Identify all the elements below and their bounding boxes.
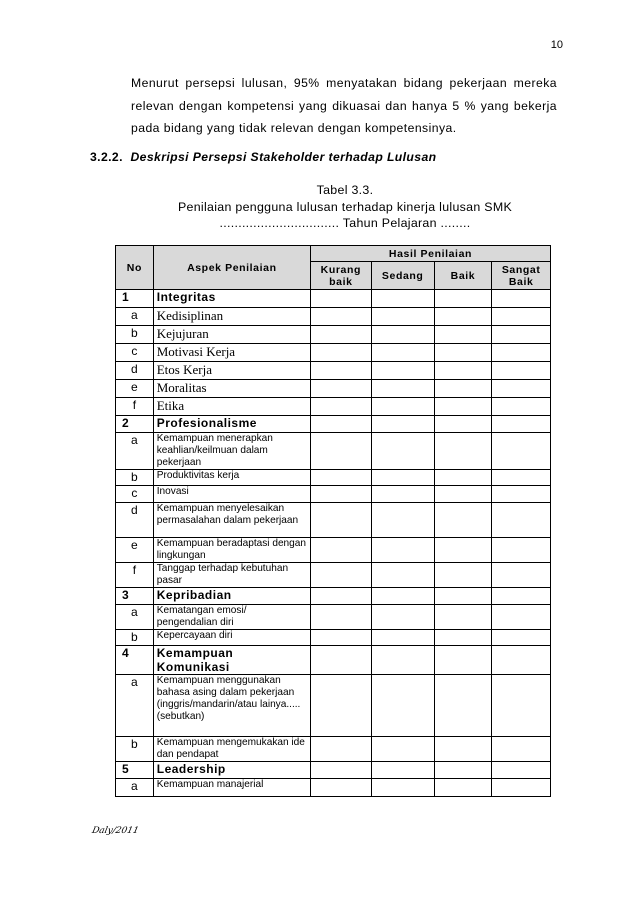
rating-cell-kurang-baik[interactable] xyxy=(310,398,371,416)
table-row xyxy=(116,563,551,588)
rating-cell-kurang-baik[interactable] xyxy=(310,486,371,503)
row-number: b xyxy=(116,737,154,762)
rating-cell-kurang-baik[interactable] xyxy=(310,630,371,646)
table-row xyxy=(116,762,551,779)
rating-cell-baik[interactable] xyxy=(434,290,492,308)
rating-cell-sedang[interactable] xyxy=(371,380,434,398)
rating-cell-baik[interactable] xyxy=(434,737,492,762)
rating-cell-sangat-baik[interactable] xyxy=(492,762,551,779)
table-row xyxy=(116,605,551,630)
rating-cell-sedang[interactable] xyxy=(371,433,434,470)
rating-cell-sedang[interactable] xyxy=(371,762,434,779)
table-row xyxy=(116,308,551,326)
rating-cell-baik[interactable] xyxy=(434,762,492,779)
rating-cell-baik[interactable] xyxy=(434,563,492,588)
rating-cell-sangat-baik[interactable] xyxy=(492,503,551,538)
rating-cell-sedang[interactable] xyxy=(371,737,434,762)
row-number: 5 xyxy=(116,762,154,779)
rating-cell-baik[interactable] xyxy=(434,503,492,538)
row-aspect: Kematangan emosi/ pengendalian diri xyxy=(153,605,310,630)
table-row xyxy=(116,416,551,433)
row-number: b xyxy=(116,470,154,486)
rating-cell-baik[interactable] xyxy=(434,486,492,503)
rating-cell-baik[interactable] xyxy=(434,470,492,486)
table-row xyxy=(116,503,551,538)
row-number: f xyxy=(116,563,154,588)
row-number: 4 xyxy=(116,646,154,675)
table-row xyxy=(116,433,551,470)
rating-cell-sangat-baik[interactable] xyxy=(492,433,551,470)
row-aspect: Kemampuan manajerial xyxy=(153,779,310,797)
header-sedang: Sedang xyxy=(371,262,434,290)
row-aspect: Etika xyxy=(153,398,310,416)
section-heading xyxy=(90,150,436,164)
rating-cell-kurang-baik[interactable] xyxy=(310,433,371,470)
rating-cell-kurang-baik[interactable] xyxy=(310,362,371,380)
row-aspect: Kemampuan menyelesaikan permasalahan dalam pekerjaan xyxy=(153,503,310,538)
rating-cell-baik[interactable] xyxy=(434,398,492,416)
rating-cell-sedang[interactable] xyxy=(371,779,434,797)
rating-cell-sedang[interactable] xyxy=(371,538,434,563)
rating-cell-sangat-baik[interactable] xyxy=(492,630,551,646)
header-baik: Baik xyxy=(434,262,492,290)
rating-cell-kurang-baik[interactable] xyxy=(310,563,371,588)
rating-cell-baik[interactable] xyxy=(434,779,492,797)
row-number: a xyxy=(116,605,154,630)
row-number: d xyxy=(116,503,154,538)
table-row xyxy=(116,646,551,675)
row-aspect: Integritas xyxy=(153,290,310,308)
row-aspect: Profesionalisme xyxy=(153,416,310,433)
assessment-table xyxy=(115,245,551,797)
rating-cell-kurang-baik[interactable] xyxy=(310,326,371,344)
rating-cell-sedang[interactable] xyxy=(371,470,434,486)
row-number: b xyxy=(116,630,154,646)
header-kurang-baik: Kurang baik xyxy=(310,262,371,290)
rating-cell-sangat-baik[interactable] xyxy=(492,563,551,588)
row-number: 2 xyxy=(116,416,154,433)
rating-cell-sedang[interactable] xyxy=(371,503,434,538)
table-row xyxy=(116,380,551,398)
row-aspect: Produktivitas kerja xyxy=(153,470,310,486)
rating-cell-sedang[interactable] xyxy=(371,646,434,675)
table-row xyxy=(116,630,551,646)
row-aspect: Tanggap terhadap kebutuhan pasar xyxy=(153,563,310,588)
rating-cell-sangat-baik[interactable] xyxy=(492,398,551,416)
rating-cell-baik[interactable] xyxy=(434,362,492,380)
rating-cell-sangat-baik[interactable] xyxy=(492,416,551,433)
table-row xyxy=(116,675,551,737)
row-number: 3 xyxy=(116,588,154,605)
rating-cell-sangat-baik[interactable] xyxy=(492,344,551,362)
row-aspect: Leadership xyxy=(153,762,310,779)
row-aspect: Kejujuran xyxy=(153,326,310,344)
table-caption-label: Tabel 3.3. xyxy=(316,183,374,197)
table-header xyxy=(116,246,551,290)
rating-cell-kurang-baik[interactable] xyxy=(310,503,371,538)
rating-cell-kurang-baik[interactable] xyxy=(310,538,371,563)
row-number: b xyxy=(116,326,154,344)
rating-cell-sangat-baik[interactable] xyxy=(492,470,551,486)
rating-cell-sangat-baik[interactable] xyxy=(492,588,551,605)
table-row xyxy=(116,344,551,362)
header-sangat-baik: Sangat Baik xyxy=(492,262,551,290)
intro-paragraph: Menurut persepsi lulusan, 95% menyatakan bidang pekerjaan mereka relevan dengan kompetensi yang dikuasai dan hanya 5 % yang bekerja pada bidang yang tidak relevan dengan kompetensinya. xyxy=(131,76,557,135)
rating-cell-baik[interactable] xyxy=(434,380,492,398)
header-hasil: Hasil Penilaian xyxy=(310,246,550,262)
rating-cell-sedang[interactable] xyxy=(371,326,434,344)
rating-cell-sangat-baik[interactable] xyxy=(492,362,551,380)
row-aspect: Kemampuan menggunakan bahasa asing dalam pekerjaan (inggris/mandarin/atau lainya.....(sebutkan) xyxy=(153,675,310,737)
rating-cell-baik[interactable] xyxy=(434,416,492,433)
rating-cell-kurang-baik[interactable] xyxy=(310,737,371,762)
table-caption-line1: Penilaian pengguna lulusan terhadap kinerja lulusan SMK xyxy=(177,200,513,214)
row-aspect: Kemampuan mengemukakan ide dan pendapat xyxy=(153,737,310,762)
rating-cell-kurang-baik[interactable] xyxy=(310,416,371,433)
rating-cell-sedang[interactable] xyxy=(371,605,434,630)
rating-cell-sedang[interactable] xyxy=(371,416,434,433)
rating-cell-kurang-baik[interactable] xyxy=(310,470,371,486)
table-row xyxy=(116,470,551,486)
row-number: e xyxy=(116,380,154,398)
row-number: a xyxy=(116,433,154,470)
rating-cell-kurang-baik[interactable] xyxy=(310,779,371,797)
rating-cell-kurang-baik[interactable] xyxy=(310,380,371,398)
rating-cell-sangat-baik[interactable] xyxy=(492,290,551,308)
rating-cell-sedang[interactable] xyxy=(371,362,434,380)
rating-cell-sedang[interactable] xyxy=(371,486,434,503)
table-row xyxy=(116,779,551,797)
rating-cell-baik[interactable] xyxy=(434,675,492,737)
page-number: 10 xyxy=(550,39,563,51)
row-number: c xyxy=(116,486,154,503)
rating-cell-sedang[interactable] xyxy=(371,675,434,737)
rating-cell-kurang-baik[interactable] xyxy=(310,605,371,630)
row-number: e xyxy=(116,538,154,563)
rating-cell-sangat-baik[interactable] xyxy=(492,326,551,344)
rating-cell-sangat-baik[interactable] xyxy=(492,646,551,675)
rating-cell-sangat-baik[interactable] xyxy=(492,380,551,398)
rating-cell-sangat-baik[interactable] xyxy=(492,308,551,326)
rating-cell-sangat-baik[interactable] xyxy=(492,538,551,563)
row-aspect: Kemampuan Komunikasi xyxy=(153,646,310,675)
rating-cell-kurang-baik[interactable] xyxy=(310,588,371,605)
row-number: 1 xyxy=(116,290,154,308)
table-caption-line2: ................................ Tahun Pelajaran ........ xyxy=(219,216,471,230)
rating-cell-sedang[interactable] xyxy=(371,308,434,326)
rating-cell-sedang[interactable] xyxy=(371,344,434,362)
rating-cell-sedang[interactable] xyxy=(371,563,434,588)
rating-cell-sedang[interactable] xyxy=(371,290,434,308)
table-row xyxy=(116,588,551,605)
table-row xyxy=(116,362,551,380)
rating-cell-baik[interactable] xyxy=(434,605,492,630)
rating-cell-baik[interactable] xyxy=(434,326,492,344)
row-aspect: Moralitas xyxy=(153,380,310,398)
table-row xyxy=(116,326,551,344)
rating-cell-baik[interactable] xyxy=(434,344,492,362)
rating-cell-sedang[interactable] xyxy=(371,588,434,605)
row-aspect: Kedisiplinan xyxy=(153,308,310,326)
row-number: a xyxy=(116,308,154,326)
row-aspect: Kemampuan beradaptasi dengan lingkungan xyxy=(153,538,310,563)
row-number: f xyxy=(116,398,154,416)
table-row xyxy=(116,486,551,503)
row-number: d xyxy=(116,362,154,380)
rating-cell-sedang[interactable] xyxy=(371,630,434,646)
rating-cell-kurang-baik[interactable] xyxy=(310,344,371,362)
table-row xyxy=(116,737,551,762)
rating-cell-baik[interactable] xyxy=(434,433,492,470)
rating-cell-baik[interactable] xyxy=(434,630,492,646)
row-number: a xyxy=(116,675,154,737)
rating-cell-kurang-baik[interactable] xyxy=(310,675,371,737)
rating-cell-sangat-baik[interactable] xyxy=(492,675,551,737)
rating-cell-sangat-baik[interactable] xyxy=(492,737,551,762)
section-title: Deskripsi Persepsi Stakeholder terhadap Lulusan xyxy=(130,150,437,164)
table-row xyxy=(116,398,551,416)
row-aspect: Inovasi xyxy=(153,486,310,503)
rating-cell-sangat-baik[interactable] xyxy=(492,779,551,797)
table-row xyxy=(116,538,551,563)
row-number: c xyxy=(116,344,154,362)
rating-cell-kurang-baik[interactable] xyxy=(310,762,371,779)
row-number: a xyxy=(116,779,154,797)
table-row xyxy=(116,290,551,308)
section-number: 3.2.2. xyxy=(90,150,123,164)
rating-cell-baik[interactable] xyxy=(434,308,492,326)
row-aspect: Motivasi Kerja xyxy=(153,344,310,362)
rating-cell-kurang-baik[interactable] xyxy=(310,308,371,326)
footer-signature: Daly/2011 xyxy=(90,826,140,836)
rating-cell-sedang[interactable] xyxy=(371,398,434,416)
row-aspect: Etos Kerja xyxy=(153,362,310,380)
rating-cell-sangat-baik[interactable] xyxy=(492,486,551,503)
row-aspect: Kemampuan menerapkan keahlian/keilmuan dalam pekerjaan xyxy=(153,433,310,470)
table-body xyxy=(116,290,551,797)
rating-cell-baik[interactable] xyxy=(434,646,492,675)
header-aspek: Aspek Penilaian xyxy=(153,246,310,290)
rating-cell-sangat-baik[interactable] xyxy=(492,605,551,630)
rating-cell-baik[interactable] xyxy=(434,588,492,605)
rating-cell-baik[interactable] xyxy=(434,538,492,563)
header-no: No xyxy=(116,246,154,290)
rating-cell-kurang-baik[interactable] xyxy=(310,290,371,308)
rating-cell-kurang-baik[interactable] xyxy=(310,646,371,675)
row-aspect: Kepribadian xyxy=(153,588,310,605)
row-aspect: Kepercayaan diri xyxy=(153,630,310,646)
